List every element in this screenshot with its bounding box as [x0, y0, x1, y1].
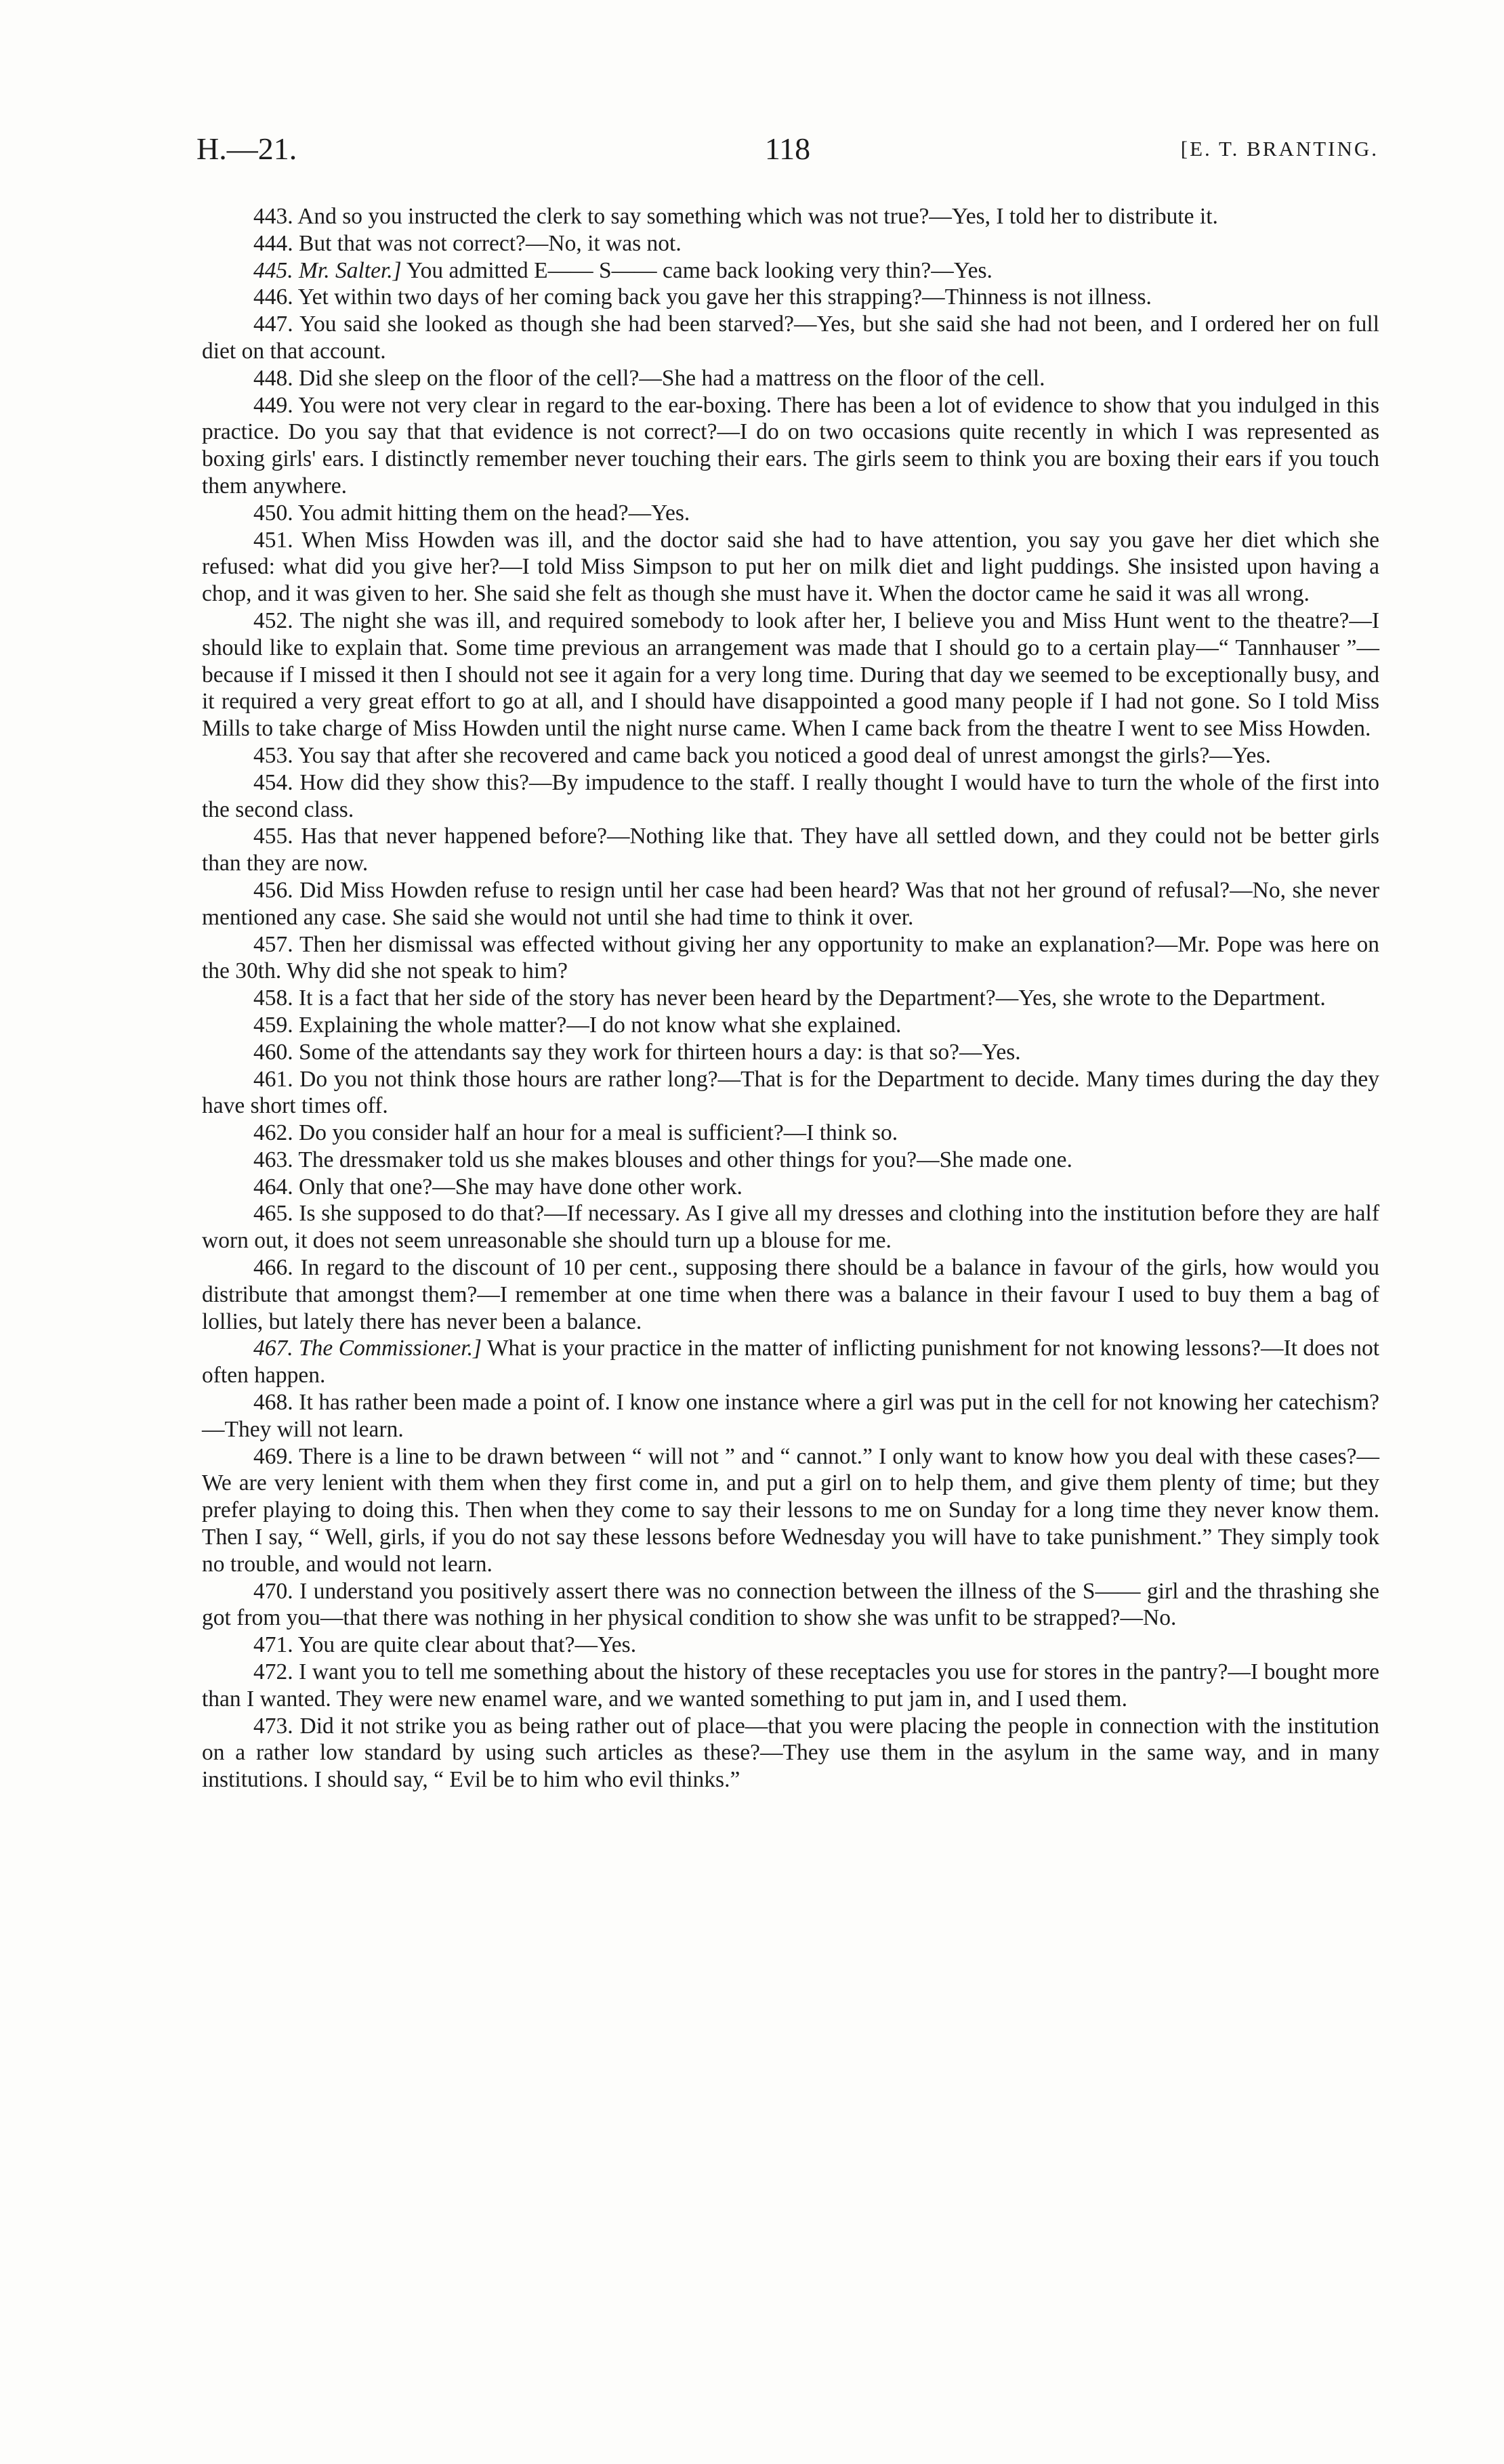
paragraph-text: 464. Only that one?—She may have done other work.: [253, 1174, 743, 1199]
question-468: [202, 1389, 1379, 1443]
question-456: [202, 877, 1379, 931]
paragraph-text: 456. Did Miss Howden refuse to resign until her case had been heard? Was that not her ground of refusal?—No, she never mentioned any case. She said she would not until she had time to think it over.: [202, 877, 1379, 930]
paragraph-text: 461. Do you not think those hours are rather long?—That is for the Department to decide. Many times during the day they have short times off.: [202, 1066, 1379, 1119]
question-459: [202, 1012, 1379, 1039]
question-460: [202, 1039, 1379, 1066]
speaker-label: 445. Mr. Salter.]: [253, 257, 402, 283]
question-452: [202, 608, 1379, 742]
paragraph-text: 462. Do you consider half an hour for a meal is sufficient?—I think so.: [253, 1120, 898, 1146]
paragraph-text: You admitted E—— S—— came back looking very thin?—Yes.: [401, 257, 993, 283]
document-reference: H.—21.: [196, 131, 297, 166]
question-453: [202, 742, 1379, 769]
witness-name: [E. T. BRANTING.: [1180, 137, 1379, 161]
question-457: [202, 931, 1379, 985]
paragraph-text: 473. Did it not strike you as being rather out of place—that you were placing the people in connection with the institution on a rather low standard by using such articles as these?—They use them in the asylum in the same way, and in many institutions. I should say, “ Evil be to him who evil thinks.”: [202, 1713, 1379, 1793]
question-454: [202, 769, 1379, 824]
question-463: [202, 1147, 1379, 1174]
speaker-label: 467. The Commissioner.]: [253, 1336, 482, 1361]
question-467: [202, 1335, 1379, 1389]
question-471: [202, 1632, 1379, 1659]
paragraph-text: 458. It is a fact that her side of the story has never been heard by the Department?—Yes, she wrote to the Department.: [253, 985, 1326, 1011]
paragraph-text: 469. There is a line to be drawn between “ will not ” and “ cannot.” I only want to know how you deal with these cases?—We are very lenient with them when they first come in, and put a girl on to help them, and give them plenty of time; but they prefer playing to doing this. Then when they come to say their lessons to me on Sunday for a long time they never know them. Then I say, “ Well, girls, if you do not say these lessons before Wednesday you will have to take punishment.” They simply took no trouble, and would not learn.: [202, 1443, 1379, 1577]
paragraph-text: 449. You were not very clear in regard to the ear-boxing. There has been a lot of evidence to show that you indulged in this practice. Do you say that that evidence is not correct?—I do on two occasions quite recently in which I was represented as boxing girls' ears. I distinctly remember never touching their ears. The girls seem to think you are boxing their ears if you touch them anywhere.: [202, 392, 1379, 498]
paragraph-text: 471. You are quite clear about that?—Yes.: [253, 1632, 637, 1658]
paragraph-text: 463. The dressmaker told us she makes blouses and other things for you?—She made one.: [253, 1147, 1072, 1172]
paragraph-text: 444. But that was not correct?—No, it was not.: [253, 230, 682, 256]
paragraph-text: 451. When Miss Howden was ill, and the doctor said she had to have attention, you say you gave her diet which she refused: what did you give her?—I told Miss Simpson to put her on milk diet and light puddings. She insisted upon having a chop, and it was given to her. She said she felt as though she must have it. When the doctor came he said it was all wrong.: [202, 527, 1379, 607]
question-458: [202, 985, 1379, 1012]
paragraph-text: 454. How did they show this?—By impudence to the staff. I really thought I would have to turn the whole of the first into the second class.: [202, 769, 1379, 822]
question-448: [202, 365, 1379, 392]
paragraph-text: 466. In regard to the discount of 10 per cent., supposing there should be a balance in favour of the girls, how would you distribute that amongst them?—I remember at one time when there was a balance in their favour I used to buy them a bag of lollies, but lately there has never been a balance.: [202, 1255, 1379, 1334]
paragraph-text: 457. Then her dismissal was effected without giving her any opportunity to make an explanation?—Mr. Pope was here on the 30th. Why did she not speak to him?: [202, 931, 1379, 984]
page-number: 118: [764, 131, 811, 166]
paragraph-text: 447. You said she looked as though she had been starved?—Yes, but she said she had not been, and I ordered her on full diet on that account.: [202, 312, 1379, 364]
page-header: [196, 129, 1379, 169]
paragraph-text: 452. The night she was ill, and required somebody to look after her, I believe you and Miss Hunt went to the theatre?—I should like to explain that. Some time previous an arrangement was made that I should go to a certain play—“ Tannhauser ”—because if I missed it then I should not see it again for a very long time. During that day we seemed to be exceptionally busy, and it required a very great effort to go at all, and I should have disappointed a good many people if I had not gone. So I told Miss Mills to take charge of Miss Howden until the night nurse came. When I came back from the theatre I went to see Miss Howden.: [202, 608, 1379, 742]
question-462: [202, 1120, 1379, 1147]
paragraph-text: 448. Did she sleep on the floor of the cell?—She had a mattress on the floor of the cell.: [253, 365, 1045, 391]
paragraph-text: 455. Has that never happened before?—Nothing like that. They have all settled down, and they could not be better girls than they are now.: [202, 824, 1379, 876]
question-470: [202, 1578, 1379, 1632]
question-443: [202, 203, 1379, 230]
question-451: [202, 527, 1379, 608]
paragraph-text: What is your practice in the matter of inflicting punishment for not knowing lessons?—It does not often happen.: [202, 1336, 1379, 1388]
question-464: [202, 1174, 1379, 1201]
question-472: [202, 1659, 1379, 1713]
question-444: [202, 230, 1379, 257]
question-449: [202, 392, 1379, 500]
question-455: [202, 823, 1379, 877]
paragraph-text: 470. I understand you positively assert there was no connection between the illness of the S—— girl and the thrashing she got from you—that there was nothing in her physical condition to show she was unfit to be strapped?—No.: [202, 1578, 1379, 1631]
question-461: [202, 1066, 1379, 1120]
question-469: [202, 1443, 1379, 1578]
paragraph-text: 472. I want you to tell me something about the history of these receptacles you use for stores in the pantry?—I bought more than I wanted. They were new enamel ware, and we wanted something to put jam in, and I used them.: [202, 1659, 1379, 1712]
question-445: [202, 257, 1379, 284]
paragraph-text: 459. Explaining the whole matter?—I do not know what she explained.: [253, 1012, 902, 1038]
question-473: [202, 1713, 1379, 1793]
question-466: [202, 1254, 1379, 1335]
question-447: [202, 311, 1379, 365]
paragraph-text: 443. And so you instructed the clerk to say something which was not true?—Yes, I told her to distribute it.: [253, 204, 1218, 229]
paragraph-text: 465. Is she supposed to do that?—If necessary. As I give all my dresses and clothing into the institution before they are half worn out, it does not seem unreasonable she should turn up a blouse for me.: [202, 1201, 1379, 1254]
paragraph-text: 460. Some of the attendants say they work for thirteen hours a day: is that so?—Yes.: [253, 1039, 1021, 1065]
paragraph-text: 453. You say that after she recovered and came back you noticed a good deal of unrest amongst the girls?—Yes.: [253, 742, 1271, 768]
question-465: [202, 1200, 1379, 1254]
testimony-body: [202, 203, 1379, 1793]
question-446: [202, 284, 1379, 311]
paragraph-text: 468. It has rather been made a point of. I know one instance where a girl was put in the cell for not knowing her catechism?—They will not learn.: [202, 1390, 1379, 1442]
question-450: [202, 500, 1379, 527]
paragraph-text: 446. Yet within two days of her coming back you gave her this strapping?—Thinness is not illness.: [253, 284, 1152, 310]
paragraph-text: 450. You admit hitting them on the head?—Yes.: [253, 500, 690, 526]
